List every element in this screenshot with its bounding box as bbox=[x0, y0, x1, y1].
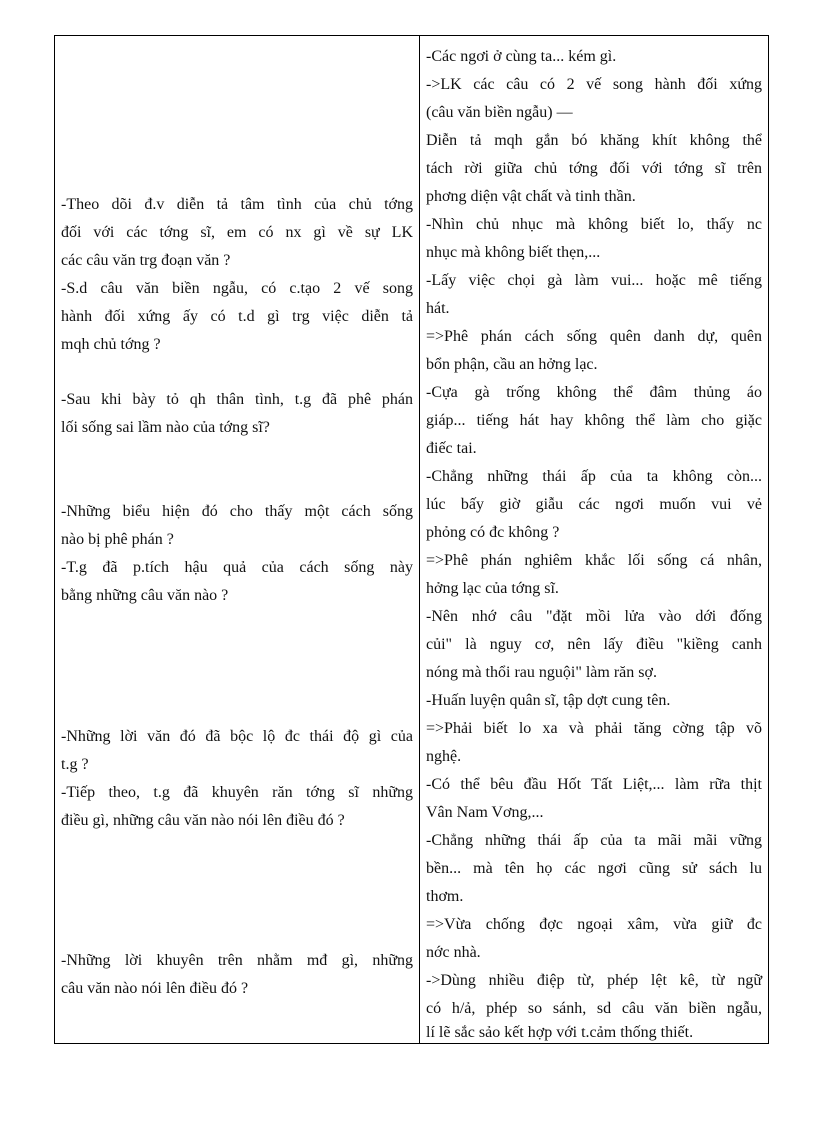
question-line: các câu văn trg đoạn văn ? bbox=[61, 252, 231, 269]
answer-line: =>Vừa chống đợc ngoại xâm, vừa giữ đc bbox=[426, 916, 762, 933]
answer-line: củi" là nguy cơ, nên lấy điều "kiềng canh bbox=[426, 636, 762, 653]
answer-line: điếc tai. bbox=[426, 440, 477, 457]
question-line: -Những lời văn đó đã bộc lộ đc thái độ gì của bbox=[61, 728, 413, 745]
answer-line: -Huấn luyện quân sĩ, tập dợt cung tên. bbox=[426, 692, 671, 709]
answer-line: -Nhìn chủ nhục mà không biết lo, thấy nc bbox=[426, 216, 762, 233]
answer-line: -Nên nhớ câu "đặt mồi lửa vào dới đống bbox=[426, 608, 762, 625]
question-line: -Theo dõi đ.v diễn tả tâm tình của chủ tớng bbox=[61, 196, 413, 213]
answer-line: bền... mà tên họ các ngơi cũng sử sách lu bbox=[426, 860, 762, 877]
answer-line: ->LK các câu có 2 vế song hành đối xứng bbox=[426, 76, 762, 93]
answer-line: nớc nhà. bbox=[426, 944, 481, 961]
answer-line: =>Phê phán nghiêm khắc lối sống cá nhân, bbox=[426, 552, 762, 569]
answers-column bbox=[420, 36, 768, 1043]
question-line: -Những biểu hiện đó cho thấy một cách sống bbox=[61, 503, 413, 520]
answer-line: Vân Nam Vơng,... bbox=[426, 804, 544, 821]
content-table bbox=[54, 35, 769, 1044]
answer-line: nghệ. bbox=[426, 748, 462, 765]
answer-line: hát. bbox=[426, 300, 450, 317]
question-line: lối sống sai lầm nào của tớng sĩ? bbox=[61, 419, 270, 436]
question-line: -S.d câu văn biền ngẫu, có c.tạo 2 vế song bbox=[61, 280, 413, 297]
answer-line: lí lẽ sắc sảo kết hợp với t.cảm thống thiết. bbox=[426, 1024, 694, 1041]
answer-line: -Lấy việc chọi gà làm vui... hoặc mê tiếng bbox=[426, 272, 762, 289]
answer-line: phơng diện vật chất và tinh thần. bbox=[426, 188, 636, 205]
answer-line: (câu văn biền ngẫu) — bbox=[426, 104, 573, 121]
answer-line: có h/ả, phép so sánh, sd câu văn biền ngẫu, bbox=[426, 1000, 762, 1017]
question-line: -Sau khi bày tỏ qh thân tình, t.g đã phê phán bbox=[61, 391, 413, 408]
question-line: nào bị phê phán ? bbox=[61, 531, 174, 548]
answer-line: thơm. bbox=[426, 888, 464, 905]
answer-line: giáp... tiếng hát hay không thể làm cho giặc bbox=[426, 412, 762, 429]
answer-line: -Có thể bêu đầu Hốt Tất Liệt,... làm rữa thịt bbox=[426, 776, 762, 793]
answer-line: nóng mà thổi rau nguội" làm răn sợ. bbox=[426, 664, 657, 681]
question-line: t.g ? bbox=[61, 756, 89, 773]
question-line: hành đối xứng ấy có t.d gì trg việc diễn tả bbox=[61, 308, 413, 325]
question-line: bằng những câu văn nào ? bbox=[61, 587, 229, 604]
answer-line: ->Dùng nhiều điệp từ, phép lệt kê, từ ngữ bbox=[426, 972, 762, 989]
answer-line: =>Phê phán cách sống quên danh dự, quên bbox=[426, 328, 762, 345]
answer-line: =>Phải biết lo xa và phải tăng cờng tập võ bbox=[426, 720, 762, 737]
answer-line: Diễn tả mqh gắn bó khăng khít không thể bbox=[426, 132, 762, 149]
answer-line: lúc bấy giờ giẫu các ngơi muốn vui vẻ bbox=[426, 496, 762, 513]
answer-line: phỏng có đc không ? bbox=[426, 524, 560, 541]
answer-line: bổn phận, cầu an hởng lạc. bbox=[426, 356, 598, 373]
answer-line: nhục mà không biết thẹn,... bbox=[426, 244, 601, 261]
question-line: điều gì, những câu văn nào nói lên điều đó ? bbox=[61, 812, 345, 829]
question-line: đối với các tớng sĩ, em có nx gì về sự LK bbox=[61, 224, 413, 241]
question-line: mqh chủ tớng ? bbox=[61, 336, 161, 353]
question-line: -T.g đã p.tích hậu quả của cách sống này bbox=[61, 559, 413, 576]
answer-line: -Cựa gà trống không thể đâm thủng áo bbox=[426, 384, 762, 401]
question-line: -Tiếp theo, t.g đã khuyên răn tớng sĩ những bbox=[61, 784, 413, 801]
answer-line: -Chẳng những thái ấp của ta mãi mãi vững bbox=[426, 832, 762, 849]
questions-column bbox=[55, 36, 419, 1043]
answer-line: -Các ngơi ở cùng ta... kém gì. bbox=[426, 48, 617, 65]
answer-line: hởng lạc của tớng sĩ. bbox=[426, 580, 559, 597]
answer-line: -Chẳng những thái ấp của ta không còn... bbox=[426, 468, 762, 485]
question-line: câu văn nào nói lên điều đó ? bbox=[61, 980, 249, 997]
answer-line: tách rời giữa chủ tớng đối với tớng sĩ trên bbox=[426, 160, 762, 177]
question-line: -Những lời khuyên trên nhằm mđ gì, những bbox=[61, 952, 413, 969]
